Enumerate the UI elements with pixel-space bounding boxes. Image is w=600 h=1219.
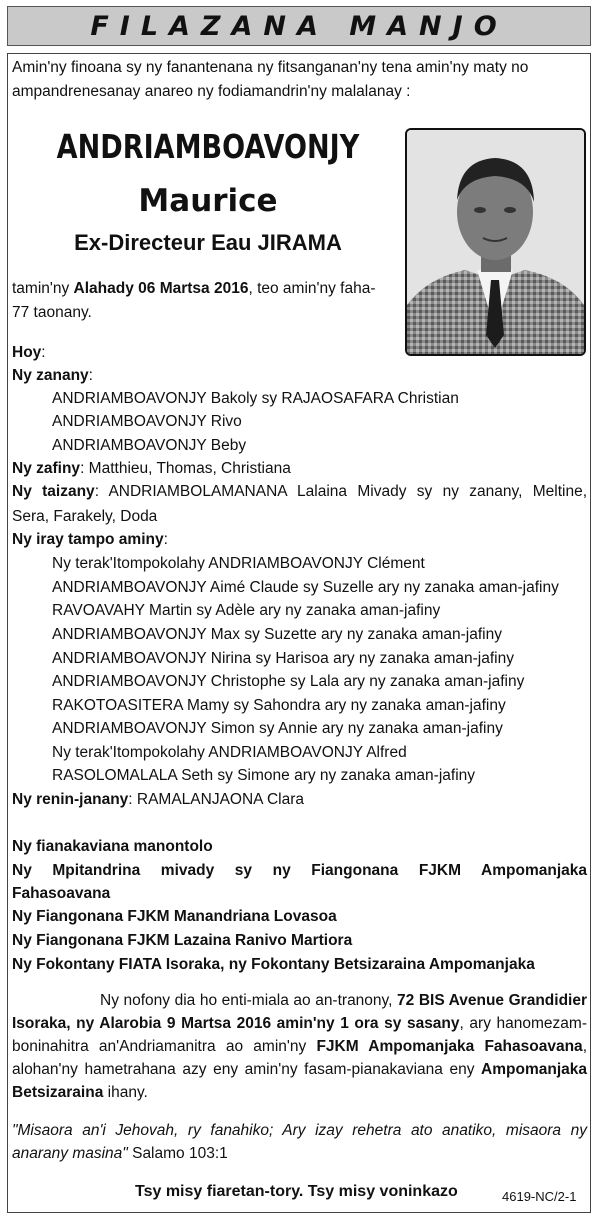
funeral-place: Ampomanjaka Betsizaraina <box>12 1061 587 1101</box>
intro-line-2: ampandrenesanay anareo ny fodiamandrin'ny malalanay : <box>12 83 411 100</box>
tampo-item: ANDRIAMBOAVONJY Christophe sy Lala ary ny zanaka aman-jafiny <box>52 673 525 690</box>
death-pre: tamin'ny <box>12 280 74 297</box>
taizany-label: Ny taizany <box>12 483 95 500</box>
tampo-item: RAKOTOASITERA Mamy sy Sahondra ary ny zanaka aman-jafiny <box>52 697 506 714</box>
zafiny-line <box>12 459 291 478</box>
closing-note: Tsy misy fiaretan-tory. Tsy misy voninkazo <box>135 1183 458 1200</box>
zanany-item: ANDRIAMBOAVONJY Bakoly sy RAJAOSAFARA Christian <box>52 390 459 407</box>
group-line: Fahasoavana <box>12 885 111 902</box>
taizany-names: : ANDRIAMBOLAMANANA Lalaina Mivady sy ny zanany, Meltine, <box>94 483 588 500</box>
verse-quote: "Misaora an'i Jehovah, ry fanahiko; Ary izay rehetra ato anatiko, misaora ny anarany masina" <box>12 1122 587 1162</box>
tampo-item: ANDRIAMBOAVONJY Nirina sy Harisoa ary ny zanaka aman-jafiny <box>52 650 514 667</box>
notice-reference: 4619-NC/2-1 <box>502 1189 577 1204</box>
zanany-item: ANDRIAMBOAVONJY Rivo <box>52 413 242 430</box>
deceased-surname: ANDRIAMBOAVONJY <box>56 127 360 166</box>
death-post: , teo amin'ny faha- <box>248 280 376 297</box>
renin-name: : RAMALANJAONA Clara <box>128 791 304 808</box>
tampo-label: Ny iray tampo aminy: <box>12 531 168 548</box>
funeral-text: ihany. <box>103 1084 148 1101</box>
notice-header <box>7 6 591 46</box>
death-date: Alahady 06 Martsa 2016 <box>73 280 249 297</box>
renin-line <box>12 790 304 809</box>
group-line: Ny Mpitandrina mivady sy ny Fiangonana FJKM Ampomanjaka <box>12 862 587 879</box>
zafiny-label: Ny zafiny <box>12 460 81 477</box>
verse-reference: Salamo 103:1 <box>127 1145 228 1162</box>
intro-line-1: Amin'ny finoana sy ny fanantenana ny fitsanganan'ny tena amin'ny maty no <box>12 59 529 76</box>
death-line-2: 77 taonany. <box>12 304 92 321</box>
hoy-label-text: Hoy <box>12 344 42 361</box>
funeral-text: , alohan'ny hametrahana azy eny amin'ny fasam-pianakaviana eny <box>12 1038 587 1078</box>
funeral-church: FJKM Ampomanjaka Fahasoavana <box>316 1038 583 1055</box>
hoy-label: Hoy: <box>12 344 46 361</box>
group-line: Ny Fokontany FIATA Isoraka, ny Fokontany Betsizaraina Ampomanjaka <box>12 956 535 973</box>
tampo-item: Ny terak'Itompokolahy ANDRIAMBOAVONJY Clément <box>52 555 425 572</box>
group-line: Ny fianakaviana manontolo <box>12 838 213 855</box>
renin-label: Ny renin-janany <box>12 791 129 808</box>
zanany-label-text: Ny zanany <box>12 367 89 384</box>
funeral-paragraph <box>12 989 587 1104</box>
tampo-item: ANDRIAMBOAVONJY Aimé Claude sy Suzelle ary ny zanaka aman-jafiny <box>52 579 559 596</box>
funeral-address: 72 BIS Avenue Grandidier Isoraka, ny Alarobia 9 Martsa 2016 amin'ny 1 ora sy sasany <box>12 992 587 1032</box>
bible-verse <box>12 1119 587 1165</box>
tampo-label-text: Ny iray tampo aminy <box>12 531 164 548</box>
deceased-firstname: Maurice <box>138 183 278 219</box>
zanany-item: ANDRIAMBOAVONJY Beby <box>52 437 247 454</box>
death-line-1 <box>12 279 375 298</box>
tampo-item: ANDRIAMBOAVONJY Max sy Suzette ary ny zanaka aman-jafiny <box>52 626 502 643</box>
deceased-title: Ex-Directeur Eau JIRAMA <box>74 230 342 255</box>
notice-title: FILAZANA MANJO <box>90 10 508 42</box>
tampo-item: RAVOAVAHY Martin sy Adèle ary ny zanaka aman-jafiny <box>52 602 441 619</box>
funeral-text: Ny nofony dia ho enti-miala ao an-tranony, <box>100 992 398 1009</box>
portrait-photo <box>405 128 586 356</box>
group-line: Ny Fiangonana FJKM Lazaina Ranivo Martiora <box>12 932 353 949</box>
tampo-item: Ny terak'Itompokolahy ANDRIAMBOAVONJY Alfred <box>52 744 407 761</box>
funeral-text: , ary hanomezam-boninahitra an'Andriamanitra ao amin'ny <box>12 1015 587 1055</box>
taizany-line-2: Sera, Farakely, Doda <box>12 508 158 525</box>
tampo-item: ANDRIAMBOAVONJY Simon sy Annie ary ny zanaka aman-jafiny <box>52 720 503 737</box>
taizany-line-1 <box>12 480 587 503</box>
group-line: Ny Fiangonana FJKM Manandriana Lovasoa <box>12 908 337 925</box>
zanany-label: Ny zanany: <box>12 367 93 384</box>
zafiny-names: : Matthieu, Thomas, Christiana <box>80 460 291 477</box>
tampo-item: RASOLOMALALA Seth sy Simone ary ny zanaka aman-jafiny <box>52 767 476 784</box>
